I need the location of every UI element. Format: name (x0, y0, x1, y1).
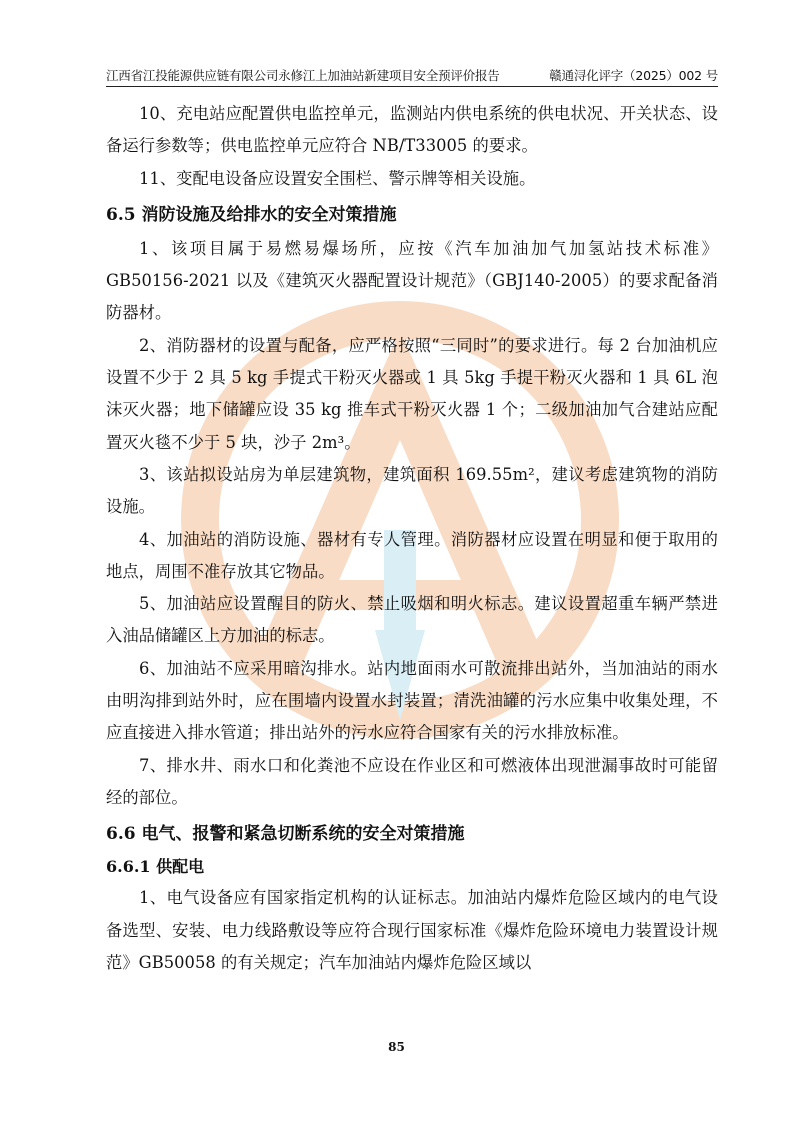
paragraph: 3、该站拟设站房为单层建筑物，建筑面积 169.55m²，建议考虑建筑物的消防设施。 (106, 464, 718, 517)
paragraph: 2、消防器材的设置与配备，应严格按照“三同时”的要求进行。每 2 台加油机应设置不少于 2 具 5 kg 手提式干粉灭火器或 1 具 5kg 手提干粉灭火器和 1 具 6L 泡沫灭火器；地下储罐应设 35 kg 推车式干粉灭火器 1 个；二级加油加气合建站应配置灭火毯不少于 5 块，沙子 2m³。 (106, 335, 718, 452)
paragraph: 4、加油站的消防设施、器材有专人管理。消防器材应设置在明显和便于取用的地点，周围不准存放其它物品。 (106, 529, 718, 581)
paragraph: 6、加油站不应采用暗沟排水。站内地面雨水可散流排出站外，当加油站的雨水由明沟排到站外时，应在围墙内设置水封装置；清洗油罐的污水应集中收集处理，不应直接进入排水管道；排出站外的污水应符合国家有关的污水排放标准。 (106, 658, 718, 743)
paragraph: 1、电气设备应有国家指定机构的认证标志。加油站内爆炸危险区域内的电气设备选型、安装、电力线路敷设等应符合现行国家标准《爆炸危险环境电力装置设计规范》GB50058 的有关规定；汽车加油站内爆炸危险区域以 (106, 888, 718, 972)
section-heading-6-5: 6.5 消防设施及给排水的安全对策措施 (106, 204, 397, 225)
header-report-title: 江西省江投能源供应链有限公司永修江上加油站新建项目安全预评价报告 (106, 68, 500, 83)
header-divider (106, 86, 718, 87)
page-header (106, 66, 718, 84)
paragraph: 5、加油站应设置醒目的防火、禁止吸烟和明火标志。建议设置超重车辆严禁进入油品储罐区上方加油的标志。 (106, 594, 718, 646)
subsection-heading-6-6-1: 6.6.1 供配电 (106, 857, 205, 877)
page-body (106, 98, 718, 979)
paragraph: 1、该项目属于易燃易爆场所，应按《汽车加油加气加氢站技术标准》GB50156-2021 以及《建筑灭火器配置设计规范》（GBJ140-2005）的要求配备消防器材。 (106, 238, 718, 323)
paragraph: 11、变配电设备应设置安全围栏、警示牌等相关设施。 (139, 168, 536, 188)
paragraph: 7、排水井、雨水口和化粪池不应设在作业区和可燃液体出现泄漏事故时可能留经的部位。 (106, 755, 718, 807)
page-number: 85 (388, 1040, 405, 1054)
paragraph: 10、充电站应配置供电监控单元，监测站内供电系统的供电状况、开关状态、设备运行参数等；供电监控单元应符合 NB/T33005 的要求。 (106, 104, 718, 156)
section-heading-6-6: 6.6 电气、报警和紧急切断系统的安全对策措施 (106, 824, 465, 845)
header-report-number: 赣通浔化评字（2025）002 号 (549, 68, 718, 83)
